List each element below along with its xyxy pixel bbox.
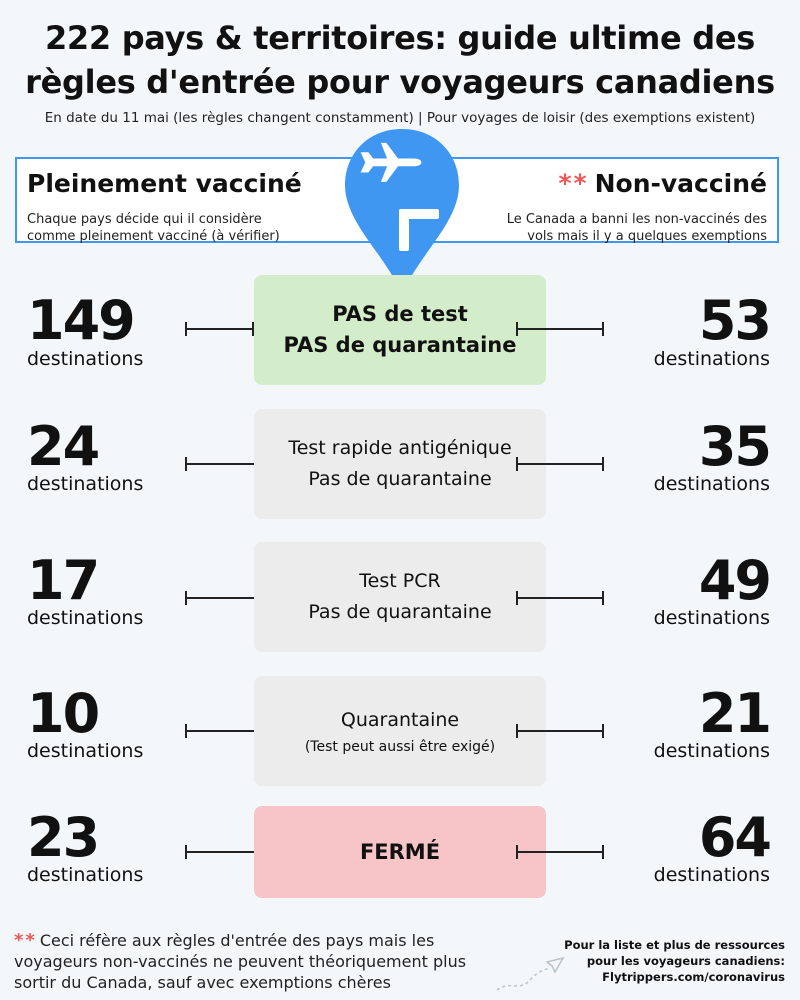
destinations-label: destinations: [27, 473, 144, 495]
destinations-label: destinations: [27, 348, 144, 370]
vaccinated-header: [27, 167, 302, 245]
vaccinated-count-antigen: 24: [27, 415, 99, 478]
card-line-2: Pas de quarantaine: [308, 601, 492, 623]
card-line-1: Quarantaine: [340, 708, 460, 731]
destinations-label: destinations: [27, 864, 144, 886]
page-title: [0, 16, 800, 104]
unvaccinated-note-line-1: Le Canada a banni les non-vaccinés des: [506, 212, 767, 227]
category-card-closed: [254, 806, 546, 898]
vaccinated-count-pcr: 17: [27, 549, 99, 612]
unvaccinated-count-antigen: 35: [698, 415, 770, 478]
category-card-quarantine: [254, 676, 546, 786]
credit-link[interactable]: Flytrippers.com/coronavirus: [602, 970, 785, 984]
connector-line: [516, 851, 604, 853]
vaccinated-count-closed: 23: [27, 806, 99, 869]
unvaccinated-note: [507, 211, 767, 245]
vaccinated-note-line-2: comme pleinement vacciné (à vérifier): [27, 229, 280, 244]
title-line-1: 222 pays & territoires: guide ultime des: [44, 19, 756, 57]
unvaccinated-count-closed: 64: [698, 806, 770, 869]
card-line-1: Test rapide antigénique: [288, 437, 512, 459]
footnote: [14, 930, 484, 993]
category-card-pcr: [254, 542, 546, 652]
vaccinated-note-line-1: Chaque pays décide qui il considère: [27, 212, 262, 227]
credit-line-1: Pour la liste et plus de ressources: [564, 938, 785, 952]
destinations-label: destinations: [27, 607, 144, 629]
card-line-1: PAS de test: [332, 302, 468, 326]
card-line-1: FERMÉ: [359, 839, 441, 864]
connector-line: [185, 328, 254, 330]
destinations-label: destinations: [653, 473, 770, 495]
subtitle: En date du 11 mai (les règles changent constamment) | Pour voyages de loisir (des exemptions existent): [44, 110, 756, 126]
destinations-label: destinations: [27, 740, 144, 762]
connector-line: [516, 730, 604, 732]
category-card-no-test: [254, 275, 546, 385]
unvaccinated-title-row: [507, 167, 767, 201]
airport-pin-icon: [341, 127, 463, 297]
unvaccinated-title: Non-vacciné: [594, 169, 767, 198]
category-card-antigen: [254, 409, 546, 519]
card-line-2: (Test peut aussi être exigé): [304, 738, 496, 755]
card-line-2: PAS de quarantaine: [283, 333, 517, 357]
destinations-label: destinations: [653, 864, 770, 886]
asterisk-marker: **: [558, 169, 589, 198]
connector-line: [516, 597, 604, 599]
asterisk-marker: **: [14, 930, 37, 951]
title-line-2: règles d'entrée pour voyageurs canadiens: [25, 63, 775, 101]
vaccinated-count-quarantine: 10: [27, 682, 99, 745]
destinations-label: destinations: [653, 348, 770, 370]
unvaccinated-note-line-2: vols mais il y a quelques exemptions: [527, 229, 767, 244]
card-line-1: Test PCR: [359, 570, 441, 592]
vaccinated-title: Pleinement vacciné: [27, 169, 302, 198]
unvaccinated-header: [507, 167, 767, 245]
card-line-2: Pas de quarantaine: [308, 468, 492, 490]
connector-line: [516, 328, 604, 330]
unvaccinated-count-quarantine: 21: [698, 682, 770, 745]
destinations-label: destinations: [653, 740, 770, 762]
destinations-label: destinations: [653, 607, 770, 629]
unvaccinated-count-pcr: 49: [698, 549, 770, 612]
unvaccinated-count-no-test: 53: [698, 289, 770, 352]
footnote-text: Ceci réfère aux règles d'entrée des pays mais les voyageurs non-vaccinés ne peuvent théoriquement plus sortir du Canada, sauf avec exemptions chères: [14, 931, 467, 992]
credit: [525, 937, 785, 985]
vaccinated-note: [27, 211, 302, 245]
vaccinated-count-no-test: 149: [27, 289, 134, 352]
connector-line: [516, 463, 604, 465]
credit-line-2: pour les voyageurs canadiens:: [586, 954, 785, 968]
